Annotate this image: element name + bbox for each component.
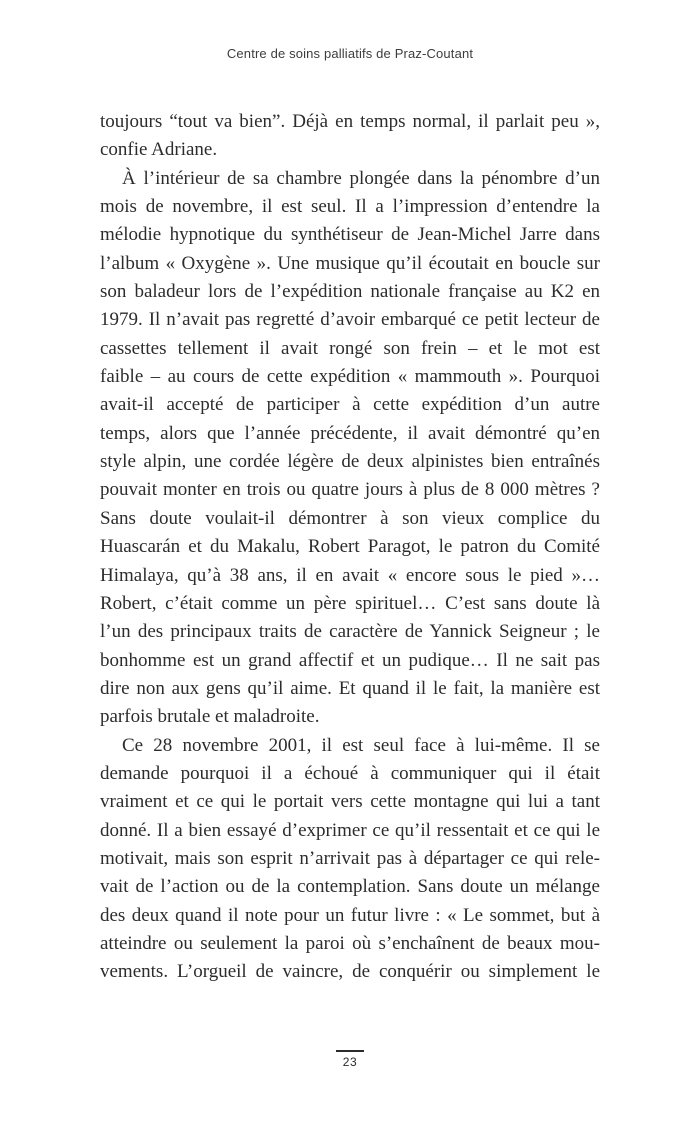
body-line: demande pourquoi il a échoué à communiquer qui il était xyxy=(100,762,600,784)
body-line: des deux quand il note pour un futur livre : « Le sommet, but à xyxy=(100,904,600,926)
body-text xyxy=(100,108,600,987)
body-line: son baladeur lors de l’expédition nationale française au K2 en xyxy=(100,281,600,303)
running-header: Centre de soins palliatifs de Praz-Coutant xyxy=(226,46,474,61)
body-line: pouvait monter en trois ou quatre jours à plus de 8 000 mètres ? xyxy=(100,479,600,501)
body-line: l’un des principaux traits de caractère de Yannick Seigneur ; le xyxy=(100,621,600,643)
body-line: Sans doute voulait-il démontrer à son vieux complice du xyxy=(100,507,600,529)
body-line: motivait, mais son esprit n’arrivait pas à départager ce qui rele- xyxy=(100,847,600,869)
body-line: À l’intérieur de sa chambre plongée dans la pénombre d’un xyxy=(122,167,600,189)
body-line: toujours “tout va bien”. Déjà en temps normal, il parlait peu », xyxy=(100,111,600,132)
body-line: l’album « Oxygène ». Une musique qu’il écoutait en boucle sur xyxy=(100,252,600,274)
body-line: donné. Il a bien essayé d’exprimer ce qu’il ressentait et ce qui le xyxy=(100,819,600,841)
body-line: vements. L’orgueil de vaincre, de conquérir ou simplement le xyxy=(100,961,600,983)
body-line: confie Adriane. xyxy=(100,139,218,161)
body-line: Himalaya, qu’à 38 ans, il en avait « encore sous le pied »… xyxy=(100,564,600,586)
body-line: avait-il accepté de participer à cette expédition d’un autre xyxy=(100,394,600,416)
body-line: mois de novembre, il est seul. Il a l’impression d’entendre la xyxy=(100,196,600,218)
body-line: vait de l’action ou de la contemplation. Sans doute un mélange xyxy=(100,876,600,898)
body-line: dire non aux gens qu’il aime. Et quand il le fait, la manière est xyxy=(100,677,600,699)
body-line: atteindre ou seulement la paroi où s’enchaînent de beaux mou- xyxy=(100,932,600,954)
body-line: temps, alors que l’année précédente, il avait démontré qu’en xyxy=(100,422,600,444)
body-line: style alpin, une cordée légère de deux alpinistes bien entraînés xyxy=(100,451,600,473)
body-line: Huascarán et du Makalu, Robert Paragot, le patron du Comité xyxy=(100,536,600,558)
body-line: mélodie hypnotique du synthétiseur de Jean-Michel Jarre dans xyxy=(100,224,600,246)
body-line: cassettes tellement il avait rongé son frein – et le mot est xyxy=(100,337,600,359)
body-line: faible – au cours de cette expédition « mammouth ». Pourquoi xyxy=(100,366,600,388)
body-line: vraiment et ce qui le portait vers cette montagne qui lui a tant xyxy=(100,791,600,813)
body-line: parfois brutale et maladroite. xyxy=(100,706,320,728)
body-line: bonhomme est un grand affectif et un pudique… Il ne sait pas xyxy=(100,649,600,671)
footer-rule xyxy=(336,1050,364,1052)
body-line: 1979. Il n’avait pas regretté d’avoir embarqué ce petit lecteur de xyxy=(100,309,600,331)
body-line: Ce 28 novembre 2001, il est seul face à lui-même. Il se xyxy=(122,734,600,756)
page-number: 23 xyxy=(342,1055,358,1069)
body-line: Robert, c’était comme un père spirituel… C’est sans doute là xyxy=(100,592,600,614)
